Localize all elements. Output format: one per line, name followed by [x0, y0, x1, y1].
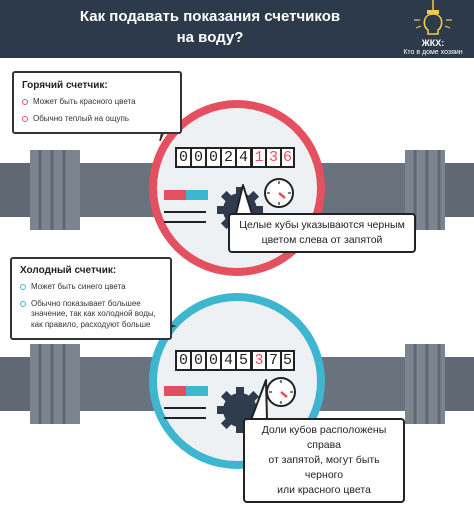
logo — [392, 0, 474, 58]
cold-fraction-digit: 7 — [265, 350, 280, 371]
hot-red-marker — [164, 190, 186, 200]
bullet-icon — [22, 99, 28, 105]
list-item — [22, 114, 172, 125]
cold-digit: 5 — [235, 350, 250, 371]
hot-left-pipe — [0, 150, 170, 230]
list-item — [20, 282, 162, 293]
cold-red-marker — [164, 386, 186, 396]
cold-meter-note — [243, 418, 405, 503]
hot-meter-note — [228, 213, 416, 253]
bullet-text: Обычно показывает большее значение, так как холодной воды, как правило, расходуют больше — [31, 298, 156, 329]
hot-meter-callout — [12, 71, 182, 134]
cold-fraction-digit: 5 — [280, 350, 295, 371]
bullet-text: Может быть красного цвета — [33, 97, 136, 106]
hot-digit: 0 — [205, 147, 220, 168]
bullet-text: Обычно теплый на ощупь — [33, 113, 129, 123]
hot-blue-marker — [186, 190, 208, 200]
cold-right-pipe — [305, 344, 474, 424]
cold-meter-callout — [10, 257, 172, 340]
note-line: Доли кубов расположены справа — [261, 424, 387, 451]
hot-digit: 0 — [175, 147, 190, 168]
note-line: от запятой, могут быть черного — [268, 454, 380, 481]
note-line: Целые кубы указываются черным — [239, 219, 405, 231]
hot-digit-display — [175, 147, 295, 168]
bullet-icon — [20, 284, 26, 290]
hot-callout-title: Горячий счетчик: — [22, 80, 108, 91]
cold-digit: 0 — [205, 350, 220, 371]
cold-left-pipe — [0, 344, 170, 424]
hot-fraction-digit: 1 — [250, 147, 265, 168]
hot-fraction-digit: 3 — [265, 147, 280, 168]
page-title — [60, 6, 360, 48]
note-line: цветом слева от запятой — [261, 234, 383, 246]
logo-name: ЖКХ: — [421, 38, 445, 48]
list-item — [20, 299, 162, 331]
bullet-icon — [22, 116, 28, 122]
cold-digit: 0 — [190, 350, 205, 371]
cold-callout-title: Холодный счетчик: — [20, 265, 117, 276]
cold-blue-marker — [186, 386, 208, 396]
cold-digit: 4 — [220, 350, 235, 371]
cold-fraction-digit: 3 — [250, 350, 265, 371]
hot-digit: 4 — [235, 147, 250, 168]
cold-digit-display — [175, 350, 295, 371]
logo-slogan: Кто в доме хозяин — [403, 49, 463, 56]
title-line-2: на воду? — [176, 29, 244, 46]
logo-text — [392, 39, 474, 57]
bullet-icon — [20, 301, 26, 307]
hot-digit: 0 — [190, 147, 205, 168]
header-banner — [0, 0, 474, 58]
title-line-1: Как подавать показания счетчиков — [79, 8, 341, 25]
hot-fraction-digit: 6 — [280, 147, 295, 168]
note-line: или красного цвета — [277, 484, 371, 496]
cold-digit: 0 — [175, 350, 190, 371]
hot-digit: 2 — [220, 147, 235, 168]
bullet-text: Может быть синего цвета — [31, 282, 126, 291]
list-item — [22, 97, 172, 108]
lightbulb-icon — [392, 0, 474, 40]
